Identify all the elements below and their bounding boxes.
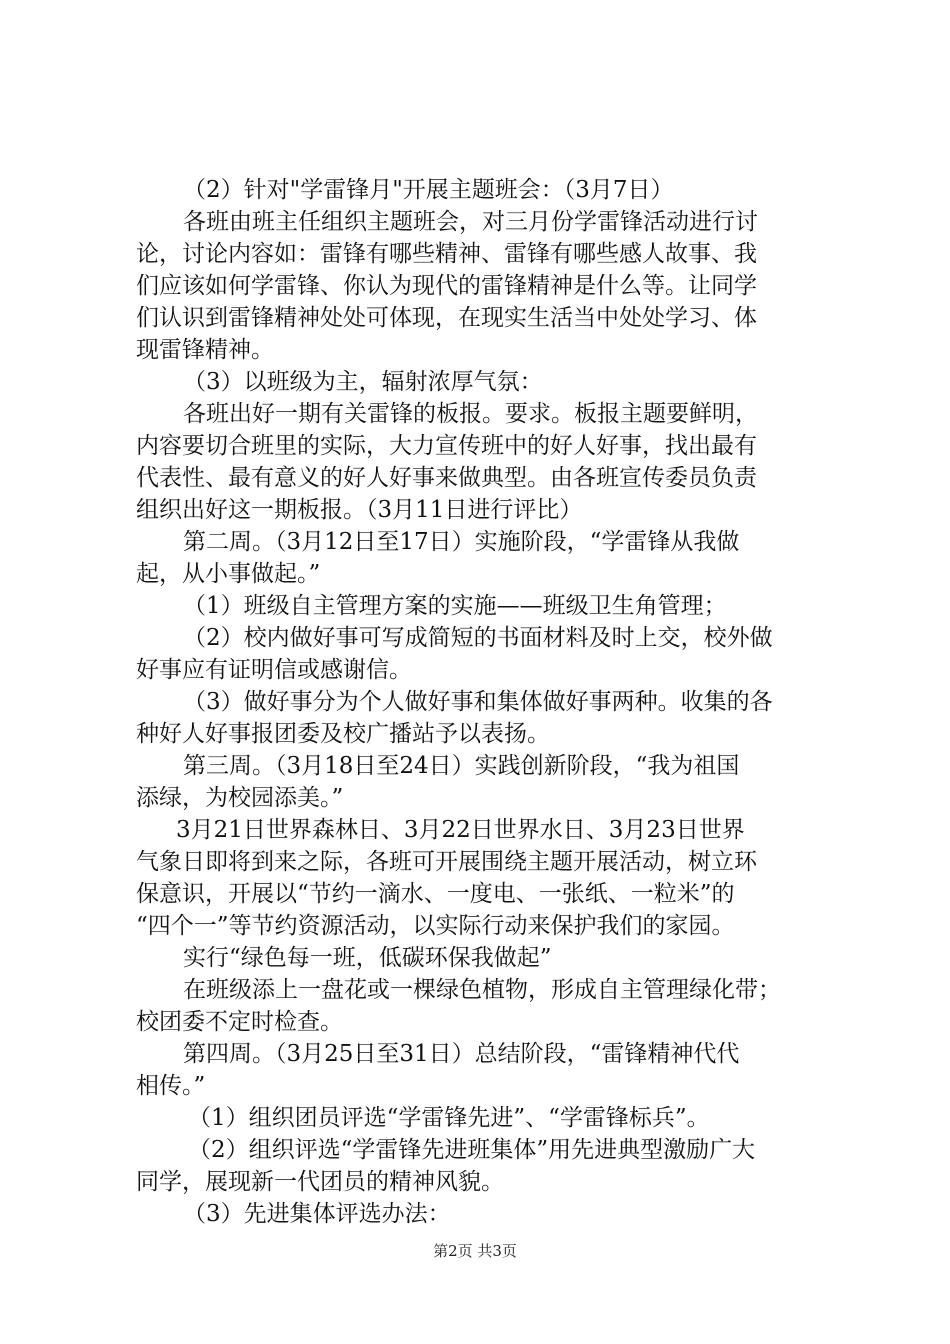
text-line: 组织出好这一期板报。（3月11日进行评比）	[136, 497, 583, 523]
text-line: （2）组织评选“学雷锋先进班集体”用先进典型激励广大	[188, 1137, 756, 1163]
text-line: （3）做好事分为个人做好事和集体做好事两种。收集的各	[183, 689, 773, 715]
text-line: 校团委不定时检查。	[136, 1009, 343, 1035]
text-line: 代表性、最有意义的好人好事来做典型。由各班宣传委员负责	[136, 465, 757, 491]
text-line: 们认识到雷锋精神处处可体现，在现实生活当中处处学习、体	[136, 305, 757, 331]
text-line: 好事应有证明信或感谢信。	[136, 657, 412, 683]
text-line: 在班级添上一盘花或一棵绿色植物，形成自主管理绿化带；	[183, 977, 781, 1003]
text-line: 相传。”	[136, 1073, 206, 1099]
text-line: （3）先进集体评选办法：	[183, 1201, 451, 1227]
text-line: 第四周。（3月25日至31日）总结阶段，“雷锋精神代代	[183, 1041, 740, 1067]
text-line: 内容要切合班里的实际，大力宣传班中的好人好事，找出最有	[136, 433, 757, 459]
text-line: 论，讨论内容如：雷锋有哪些精神、雷锋有哪些感人故事、我	[136, 241, 757, 267]
text-line: 第三周。（3月18日至24日）实践创新阶段，“我为祖国	[183, 753, 740, 779]
text-line: “四个一”等节约资源活动，以实际行动来保护我们的家园。	[136, 913, 735, 939]
text-line: 实行“绿色每一班，低碳环保我做起”	[183, 945, 552, 971]
page-number-footer: 第2页 共3页	[433, 1242, 517, 1260]
text-line: （1）班级自主管理方案的实施——班级卫生角管理；	[183, 593, 727, 619]
text-line: 第二周。（3月12日至17日）实施阶段，“学雷锋从我做	[183, 529, 740, 555]
text-line: （2）校内做好事可写成简短的书面材料及时上交，校外做	[183, 625, 773, 651]
text-line: （2）针对"学雷锋月"开展主题班会：（3月7日）	[183, 177, 674, 203]
text-line: 起，从小事做起。”	[136, 561, 321, 587]
text-line: 种好人好事报团委及校广播站予以表扬。	[136, 721, 550, 747]
text-line: 各班由班主任组织主题班会，对三月份学雷锋活动进行讨	[183, 209, 758, 235]
text-line: 保意识，开展以“节约一滴水、一度电、一张纸、一粒米”的	[136, 881, 735, 907]
text-line: 气象日即将到来之际，各班可开展围绕主题开展活动，树立环	[136, 849, 757, 875]
text-line: （1）组织团员评选“学雷锋先进”、“学雷锋标兵”。	[188, 1105, 710, 1131]
text-line: 3月21日世界森林日、3月22日世界水日、3月23日世界	[176, 817, 745, 843]
text-line: 同学，展现新一代团员的精神风貌。	[136, 1169, 504, 1195]
text-line: 现雷锋精神。	[136, 337, 274, 363]
text-line: （3）以班级为主，辐射浓厚气氛：	[183, 369, 543, 395]
text-line: 各班出好一期有关雷锋的板报。要求。板报主题要鲜明，	[183, 401, 758, 427]
text-line: 添绿，为校园添美。”	[136, 785, 344, 811]
text-line: 们应该如何学雷锋、你认为现代的雷锋精神是什么等。让同学	[136, 273, 757, 299]
